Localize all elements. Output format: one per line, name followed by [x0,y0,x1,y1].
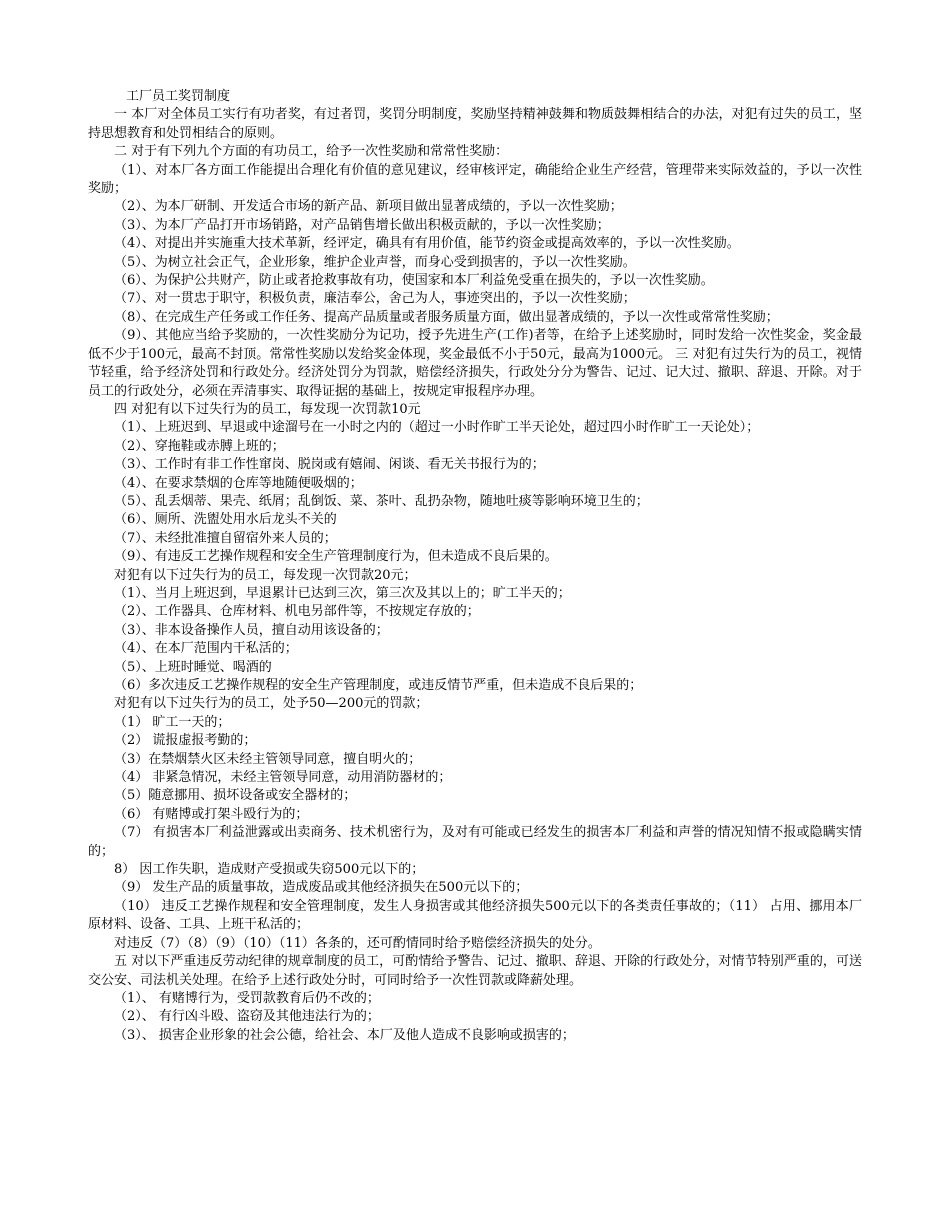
paragraph: 四 对犯有以下过失行为的员工，每发现一次罚款10元 [114,401,421,417]
paragraph: （3）、工作时有非工作性窜岗、脱岗或有嬉闹、闲谈、看无关书报行为的； [114,457,545,473]
paragraph: 五 对以下严重违反劳动纪律的规章制度的员工，可酌情给予警告、记过、撤职、辞退、开除的行政处分，对情节特别严重的，可送交公安、司法机关处理。在给予上述行政处分时，可同时给予一次性罚款或降薪处理。 [88,954,862,988]
paragraph: （2）、为本厂研制、开发适合市场的新产品、新项目做出显著成绩的，予以一次性奖励； [114,199,623,215]
paragraph: 二 对于有下列九个方面的有功员工，给予一次性奖励和常常性奖励： [114,144,509,160]
paragraph: （5）、上班时睡觉、喝酒的 [114,659,272,675]
paragraph: （9） 发生产品的质量事故，造成废品或其他经济损失在500元以下的； [114,880,529,896]
paragraph: （3）在禁烟禁火区未经主管领导同意，擅自明火的； [114,751,422,767]
paragraph: （8）、在完成生产任务或工作任务、提高产品质量或者服务质量方面，做出显著成绩的，予以一次性或常常性奖励； [114,309,779,325]
paragraph: （3）、为本厂产品打开市场销路，对产品销售增长做出积极贡献的，予以一次性奖励； [114,217,610,233]
paragraph: （3）、非本设备操作人员，擅自动用该设备的； [114,622,389,638]
paragraph: （4） 非紧急情况，未经主管领导同意，动用消防器材的； [114,770,452,786]
paragraph: （6）、为保护公共财产，防止或者抢救事故有功，使国家和本厂利益免受重在损失的，予以一次性奖励。 [114,273,714,289]
paragraph: （2）、 有行凶斗殴、盗窃及其他违法行为的； [114,1009,380,1025]
paragraph: （7）、对一贯忠于职守，积极负责，廉洁奉公，舍己为人，事迹突出的，予以一次性奖励； [114,291,636,307]
paragraph: （5）、乱丢烟蒂、果壳、纸屑；乱倒饭、菜、茶叶、乱扔杂物，随地吐痰等影响环境卫生的； [114,493,649,509]
paragraph: （7） 有损害本厂利益泄露或出卖商务、技术机密行为，及对有可能或已经发生的损害本厂利益和声誉的情况知情不报或隐瞒实情的； [88,825,862,859]
paragraph: （1）、上班迟到、早退或中途溜号在一小时之内的（超过一小时作旷工半天论处，超过四小时作旷工一天论处）； [114,420,760,436]
paragraph: （6）多次违反工艺操作规程的安全生产管理制度，或违反情节严重，但未造成不良后果的； [114,678,643,693]
paragraph: （3）、 损害企业形象的社会公德，给社会、本厂及他人造成不良影响或损害的； [114,1027,575,1043]
paragraph: （4）、在要求禁烟的仓库等地随便吸烟的； [114,475,363,491]
paragraph: （2）、穿拖鞋或赤膊上班的； [114,438,285,454]
paragraph: 对犯有以下过失行为的员工，每发现一次罚款20元； [114,567,417,583]
paragraph: 8） 因工作失职，造成财产受损或失窃500元以下的； [114,862,425,878]
paragraph: （4）、在本厂范围内干私活的； [114,641,298,657]
paragraph: （9）、其他应当给予奖励的，一次性奖励分为记功，授予先进生产(工作)者等，在给予上述奖励时，同时发给一次性奖金，奖金最低不少于100元，最高不封顶。常常性奖励以发给奖金体现，奖金最低不小于50元，最高为1000元。 三 对犯有过失行为的员工，视情节轻重，给予经济处罚和行政处分。经济处罚分为罚款，赔偿经济损失，行政处分分为警告、记过、记大过、撤职、辞退、开除。对于员工的行政处分，必须在弄清事实、取得证据的基础上，按规定审报程序办理。 [88,328,862,399]
paragraph: （5）、为树立社会正气，企业形象，维护企业声誉，而身心受到损害的，予以一次性奖励。 [114,254,636,270]
document-title: 工厂员工奖罚制度 [126,89,231,104]
paragraph: （9）、有违反工艺操作规程和安全生产管理制度行为，但未造成不良后果的。 [114,549,558,565]
document-body [88,88,862,1045]
paragraph: （6） 有赌博或打架斗殴行为的； [114,806,309,822]
paragraph-list [88,106,862,1045]
paragraph: （1） 旷工一天的； [114,714,231,730]
paragraph: （2）、工作器具、仓库材料、机电另部件等，不按规定存放的； [114,604,480,620]
paragraph: （6）、厕所、洗盥处用水后龙头不关的 [114,512,337,528]
paragraph: （10） 违反工艺操作规程和安全管理制度，发生人身损害或其他经济损失500元以下的各类责任事故的；（11） 占用、挪用本厂原材料、设备、工具、上班干私活的； [88,898,862,933]
paragraph: 对犯有以下过失行为的员工，处予50—200元的罚款； [114,696,429,712]
paragraph: （4）、对提出并实施重大技术革新，经评定，确具有有用价值，能节约资金或提高效率的，予以一次性奖励。 [114,236,740,252]
paragraph: （7）、未经批准擅自留宿外来人员的； [114,530,337,546]
paragraph: 对违反（7）（8）（9）（10）（11）各条的，还可酌情同时给予赔偿经济损失的处分。 [114,935,601,951]
paragraph: （2） 谎报虚报考勤的； [114,733,257,749]
paragraph: （1）、 有赌博行为，受罚款教育后仍不改的； [114,990,380,1006]
paragraph: （1）、当月上班迟到，早退累计已达到三次，第三次及其以上的；旷工半天的； [114,585,571,601]
paragraph: 一 本厂对全体员工实行有功者奖，有过者罚，奖罚分明制度，奖励坚持精神鼓舞和物质鼓舞相结合的办法，对犯有过失的员工，坚持思想教育和处罚相结合的原则。 [88,107,862,141]
paragraph: （1）、对本厂各方面工作能提出合理化有价值的意见建议，经审核评定，确能给企业生产经营，管理带来实际效益的，予以一次性奖励； [88,162,862,197]
paragraph: （5）随意挪用、损坏设备或安全器材的； [114,788,357,804]
